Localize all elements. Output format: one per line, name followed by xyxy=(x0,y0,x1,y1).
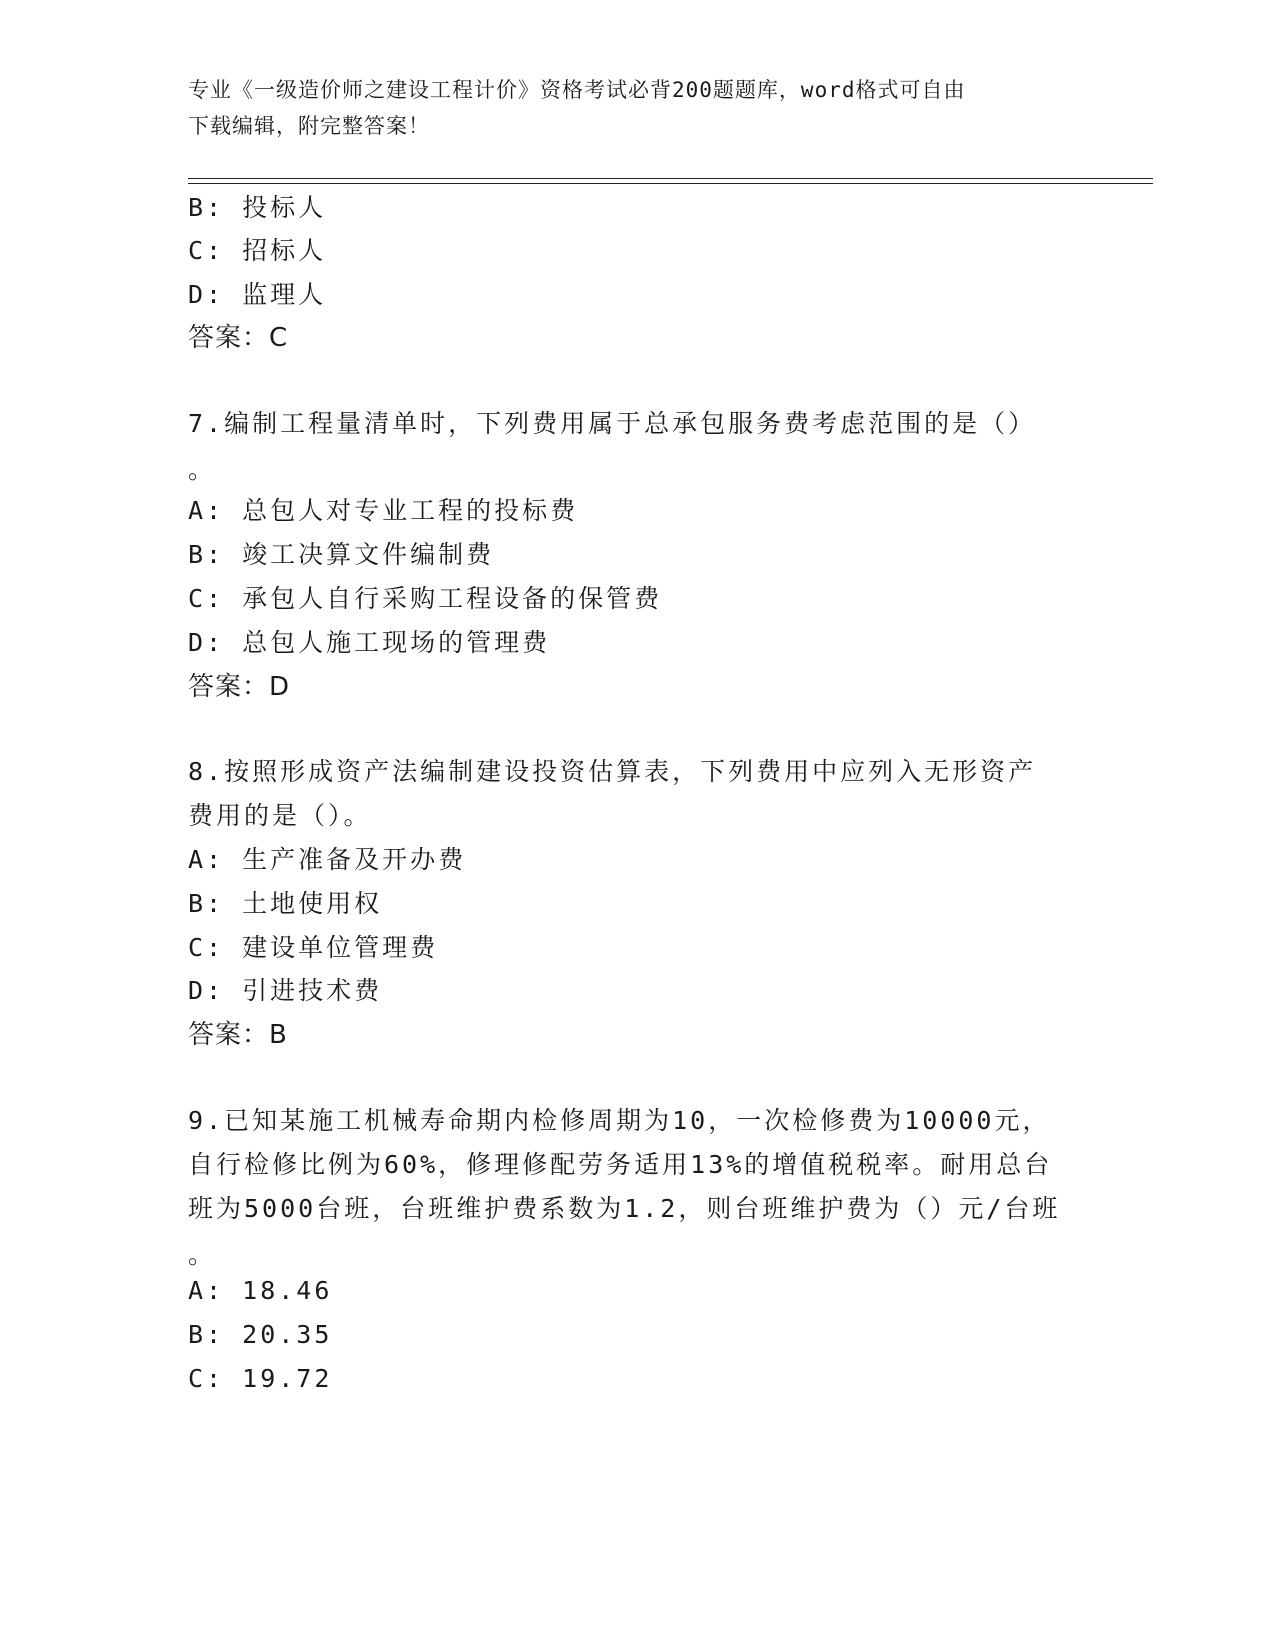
q8-option-a: A: 生产准备及开办费 xyxy=(188,845,467,874)
q9-option-c: C: 19.72 xyxy=(188,1364,333,1393)
q7-option-d: D: 总包人施工现场的管理费 xyxy=(188,628,551,657)
q8-stem-line-1: 8.按照形成资产法编制建设投资估算表，下列费用中应列入无形资产 xyxy=(188,757,1037,786)
q8-answer: 答案：B xyxy=(188,1020,288,1050)
q8-option-d: D: 引进技术费 xyxy=(188,976,383,1005)
q9-stem-line-2: 自行检修比例为60%，修理修配劳务适用13%的增值税税率。耐用总台 xyxy=(188,1150,1053,1179)
header-line-2: 下载编辑，附完整答案！ xyxy=(188,114,430,138)
q7-answer: 答案：D xyxy=(188,672,291,702)
header-divider-top xyxy=(188,178,1153,179)
q8-option-b: B: 土地使用权 xyxy=(188,889,383,918)
q9-option-a: A: 18.46 xyxy=(188,1276,333,1305)
q9-stem-line-3: 班为5000台班，台班维护费系数为1.2，则台班维护费为（）元/台班 xyxy=(188,1194,1061,1223)
q6-answer: 答案：C xyxy=(188,323,289,353)
q6-option-c: C: 招标人 xyxy=(188,236,327,265)
document-header xyxy=(188,72,1068,144)
q6-option-b: B: 投标人 xyxy=(188,193,327,222)
q7-option-c: C: 承包人自行采购工程设备的保管费 xyxy=(188,584,663,613)
q9-stem-line-4: 。 xyxy=(188,1240,217,1269)
header-line-1: 专业《一级造价师之建设工程计价》资格考试必背200题题库，word格式可自由 xyxy=(188,78,966,102)
q8-option-c: C: 建设单位管理费 xyxy=(188,933,439,962)
q9-option-b: B: 20.35 xyxy=(188,1320,333,1349)
q7-stem-line-2: 。 xyxy=(188,455,217,484)
q7-stem-line-1: 7.编制工程量清单时，下列费用属于总承包服务费考虑范围的是（） xyxy=(188,409,1037,438)
q9-stem-line-1: 9.已知某施工机械寿命期内检修周期为10，一次检修费为10000元， xyxy=(188,1106,1051,1135)
q7-option-b: B: 竣工决算文件编制费 xyxy=(188,540,495,569)
q6-option-d: D: 监理人 xyxy=(188,280,327,309)
q7-option-a: A: 总包人对专业工程的投标费 xyxy=(188,496,579,525)
q8-stem-line-2: 费用的是（）。 xyxy=(188,801,372,830)
header-divider-bottom xyxy=(188,183,1153,184)
